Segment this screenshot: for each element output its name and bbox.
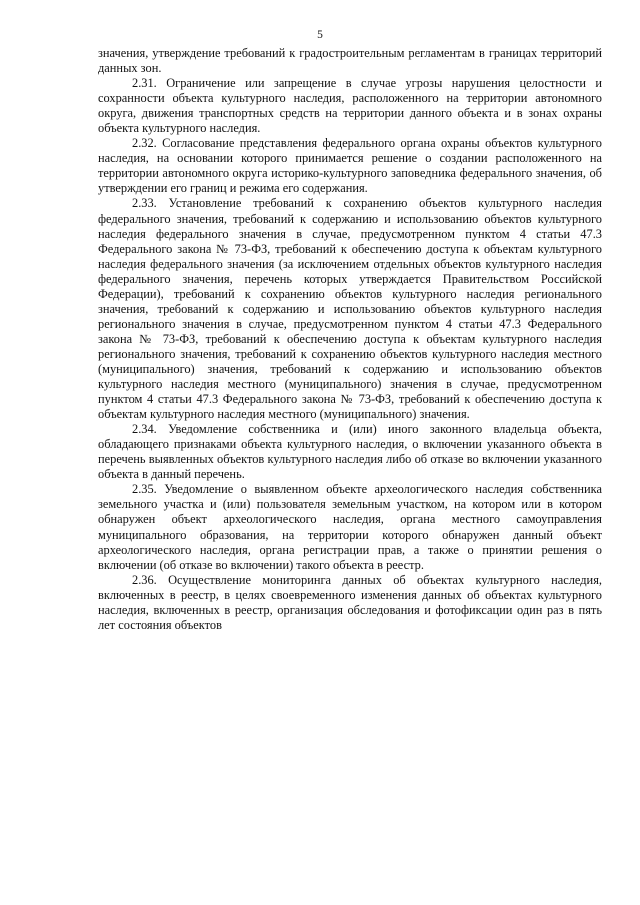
paragraph-2-36: 2.36. Осуществление мониторинга данных об объектах культурного наследия, включенных в реестр, в целях своевременного изменения данных об объектах культурного наследия, включенных в реестр, организация обследования и фотофиксации один раз в пять лет состояния объектов [98, 572, 602, 632]
paragraph-2-32: 2.32. Согласование представления федерального органа охраны объектов культурного наследия, на основании которого принимается решение о создании расположенного на территории автономного округа историко-культурного заповедника федерального значения, об утверждении его границ и режима его содержания. [98, 136, 602, 196]
paragraph-2-31: 2.31. Ограничение или запрещение в случае угрозы нарушения целостности и сохранности объекта культурного наследия, расположенного на территории автономного округа, движения транспортных средств на территории данного объекта и в зонах охраны объекта культурного наследия. [98, 76, 602, 136]
paragraph-2-33: 2.33. Установление требований к сохранению объектов культурного наследия федерального значения, требований к содержанию и использованию объектов культурного наследия федерального значения в случае, предусмотренном пунктом 4 статьи 47.3 Федерального закона № 73-ФЗ, требований к обеспечению доступа к объектам культурного наследия федерального значения (за исключением отдельных объектов культурного наследия федерального значения, перечень которых утверждается Правительством Российской Федерации), требований к сохранению объектов культурного наследия регионального значения, требований к содержанию и использованию объектов культурного наследия регионального значения в случае, предусмотренном пунктом 4 статьи 47.3 Федерального закона № 73-ФЗ, требований к обеспечению доступа к объектам культурного наследия регионального значения, требований к сохранению объектов культурного наследия местного (муниципального) значения, требований к содержанию и использованию объектов культурного наследия местного (муниципального) значения в случае, предусмотренном пунктом 4 статьи 47.3 Федерального закона № 73-ФЗ, требований к обеспечению доступа к объектам культурного наследия местного (муниципального) значения. [98, 196, 602, 422]
document-body [98, 46, 602, 633]
page-number: 5 [317, 29, 323, 41]
paragraph-continuation: значения, утверждение требований к градостроительным регламентам в границах территорий данных зон. [98, 46, 602, 76]
paragraph-2-34: 2.34. Уведомление собственника и (или) иного законного владельца объекта, обладающего признаками объекта культурного наследия, о включении указанного объекта в перечень выявленных объектов культурного наследия либо об отказе во включении указанного объекта в данный перечень. [98, 422, 602, 482]
paragraph-2-35: 2.35. Уведомление о выявленном объекте археологического наследия собственника земельного участка и (или) пользователя земельным участком, на котором или в котором обнаружен объект археологического наследия, органа местного самоуправления муниципального образования, на территории которого обнаружен данный объект археологического наследия, органа регистрации прав, а также о принятии решения о включении (об отказе во включении) такого объекта в реестр. [98, 482, 602, 572]
